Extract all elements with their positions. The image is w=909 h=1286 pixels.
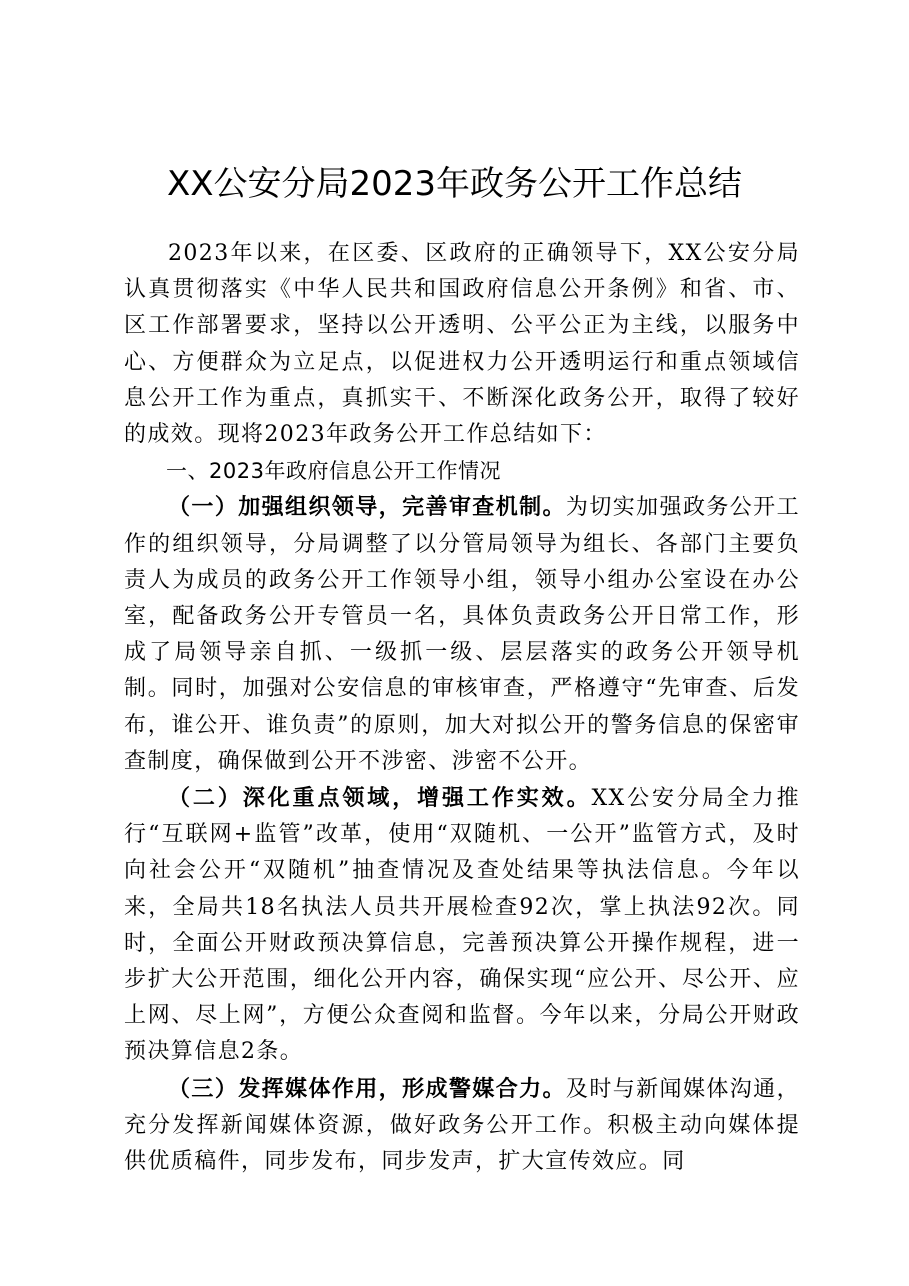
document-title: XX公安分局2023年政务公开工作总结 xyxy=(166,164,743,204)
section-heading: 一、2023年政府信息公开工作情况 xyxy=(166,459,501,484)
paragraph-lead: （三）发挥媒体作用，形成警媒合力。 xyxy=(168,1075,566,1102)
paragraph-lead: （一）加强组织领导，完善审查机制。 xyxy=(168,494,566,521)
body-paragraph xyxy=(124,1071,800,1181)
paragraph-lead: （二）深化重点领域，增强工作实效。 xyxy=(168,785,592,812)
document-body xyxy=(124,236,800,1180)
body-paragraph xyxy=(124,780,800,1071)
body-paragraph xyxy=(124,489,800,780)
paragraph-text: 及时与新闻媒体沟通，充分发挥新闻媒体资源，做好政务公开工作。积极主动向媒体提供优质稿件，同步发布，同步发声，扩大宣传效应。同 xyxy=(124,1076,800,1175)
intro-paragraph: 2023年以来，在区委、区政府的正确领导下，XX公安分局认真贯彻落实《中华人民共和国政府信息公开条例》和省、市、区工作部署要求，坚持以公开透明、公平公正为主线，以服务中心、方便群众为立足点，以促进权力公开透明运行和重点领域信息公开工作为重点，真抓实干、不断深化政务公开，取得了较好的成效。现将2023年政务公开工作总结如下： xyxy=(124,241,800,448)
paragraph-text: XX公安分局全力推行“互联网+监管”改革，使用“双随机、一公开”监管方式，及时向社会公开“双随机”抽查情况及查处结果等执法信息。今年以来，全局共18名执法人员共开展检查92次，掌上执法92次。同时，全面公开财政预决算信息，完善预决算公开操作规程，进一步扩大公开范围，细化公开内容，确保实现“应公开、尽公开、应上网、尽上网”，方便公众查阅和监督。今年以来，分局公开财政预决算信息2条。 xyxy=(124,786,800,1065)
paragraph-text: 为切实加强政务公开工作的组织领导，分局调整了以分管局领导为组长、各部门主要负责人为成员的政务公开工作领导小组，领导小组办公室设在办公室，配备政务公开专管员一名，具体负责政务公开日常工作，形成了局领导亲自抓、一级抓一级、层层落实的政务公开领导机制。同时，加强对公安信息的审核审查，严格遵守“先审查、后发布，谁公开、谁负责”的原则，加大对拟公开的警务信息的保密审查制度，确保做到公开不涉密、涉密不公开。 xyxy=(124,495,800,774)
